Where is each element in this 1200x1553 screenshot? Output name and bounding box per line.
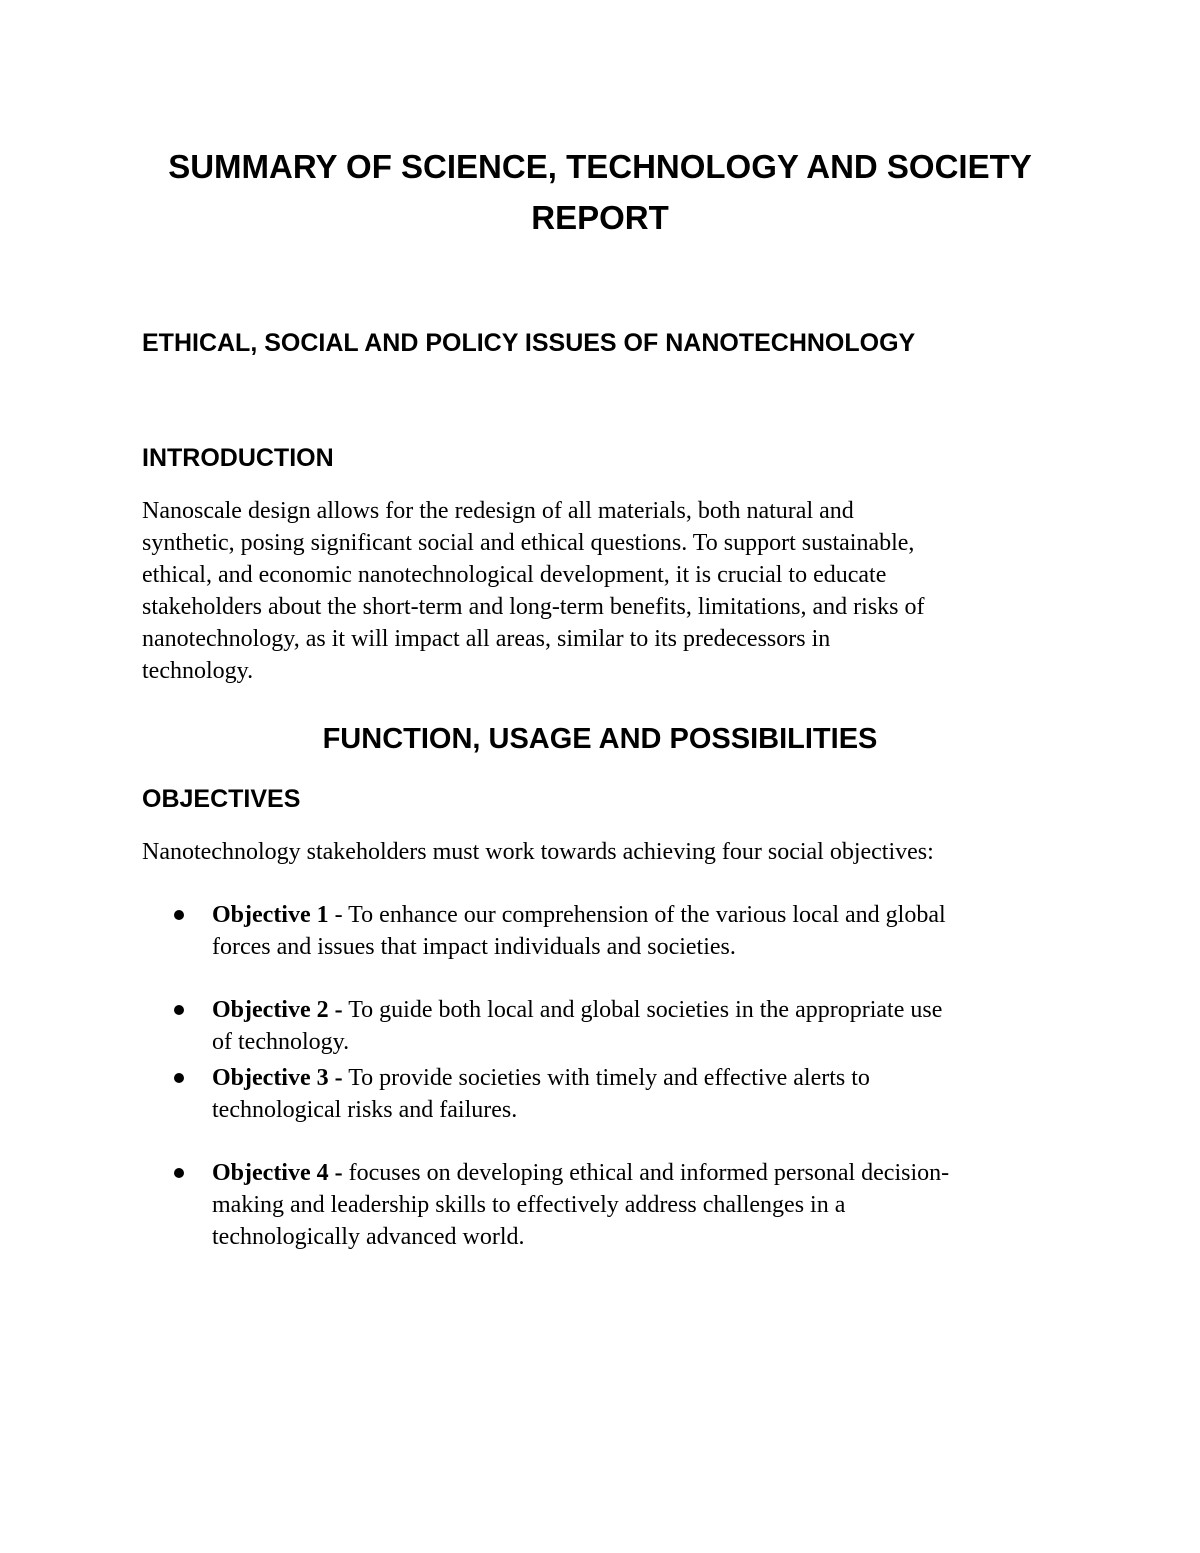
objectives-lead: Nanotechnology stakeholders must work towards achieving four social objectives:: [142, 839, 934, 865]
objective-description: - To enhance our comprehension of the various local and global: [328, 902, 946, 928]
objective-description: To guide both local and global societies in the appropriate use: [342, 997, 943, 1023]
introduction-paragraph: [142, 495, 1062, 687]
objective-line: of technology.: [212, 1029, 350, 1055]
document-subtitle: ETHICAL, SOCIAL AND POLICY ISSUES OF NANOTECHNOLOGY: [142, 329, 916, 357]
document-title-line-1: SUMMARY OF SCIENCE, TECHNOLOGY AND SOCIETY: [168, 148, 1032, 185]
objective-line: forces and issues that impact individuals and societies.: [212, 934, 736, 960]
objective-text: [212, 1062, 1092, 1126]
objective-text: [212, 994, 1092, 1058]
introduction-line: nanotechnology, as it will impact all areas, similar to its predecessors in: [142, 626, 831, 652]
objective-line: [212, 1062, 1092, 1094]
introduction-line: ethical, and economic nanotechnological development, it is crucial to educate: [142, 562, 887, 588]
objective-label: Objective 4 -: [212, 1160, 343, 1186]
bullet-icon: [174, 1168, 184, 1178]
objective-label: Objective 2 -: [212, 997, 343, 1023]
bullet-icon: [174, 910, 184, 920]
objective-line: technological risks and failures.: [212, 1097, 518, 1123]
objective-description: To provide societies with timely and effective alerts to: [342, 1065, 870, 1091]
objective-label: Objective 3 -: [212, 1065, 343, 1091]
introduction-line: stakeholders about the short-term and long-term benefits, limitations, and risks of: [142, 594, 925, 620]
introduction-line: Nanoscale design allows for the redesign of all materials, both natural and: [142, 498, 854, 524]
introduction-heading: INTRODUCTION: [142, 444, 334, 472]
objective-line: making and leadership skills to effectively address challenges in a: [212, 1192, 846, 1218]
objective-text: [212, 1157, 1092, 1253]
introduction-line: technology.: [142, 658, 254, 684]
objectives-heading: OBJECTIVES: [142, 785, 301, 813]
objective-line: technologically advanced world.: [212, 1224, 525, 1250]
objective-description: focuses on developing ethical and informed personal decision-: [342, 1160, 950, 1186]
objective-text: [212, 899, 1092, 963]
objective-label: Objective 1: [212, 902, 329, 928]
introduction-line: synthetic, posing significant social and ethical questions. To support sustainable,: [142, 530, 915, 556]
bullet-icon: [174, 1073, 184, 1083]
document-title-line-2: REPORT: [531, 199, 669, 236]
section-heading: FUNCTION, USAGE AND POSSIBILITIES: [322, 723, 878, 755]
objective-line: [212, 1157, 1092, 1189]
bullet-icon: [174, 1005, 184, 1015]
objective-line: [212, 899, 1092, 931]
objective-line: [212, 994, 1092, 1026]
